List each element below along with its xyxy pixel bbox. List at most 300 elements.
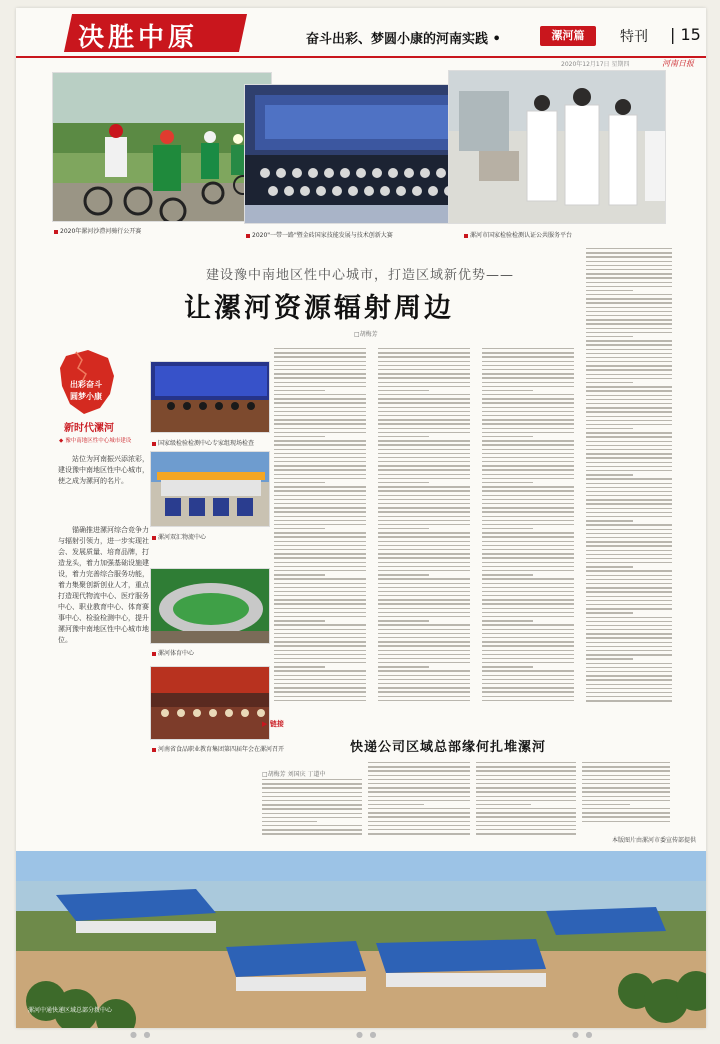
text-line	[368, 800, 470, 801]
text-line	[274, 700, 366, 701]
text-line	[586, 311, 672, 312]
text-line	[482, 629, 574, 630]
text-line	[586, 315, 672, 316]
text-line	[482, 386, 574, 387]
text-line	[476, 833, 576, 834]
text-line	[378, 679, 470, 680]
text-line	[476, 796, 576, 797]
text-line	[482, 428, 574, 429]
text-line	[482, 574, 533, 575]
text-line	[586, 583, 672, 584]
text-line	[482, 675, 574, 676]
text-line	[586, 562, 672, 563]
text-line	[586, 508, 672, 509]
text-line	[274, 532, 366, 533]
text-line	[586, 650, 672, 651]
text-line	[274, 516, 366, 517]
intro-paragraph-1: 站位为河南振兴添浓彩，建设豫中南地区性中心城市，使之成为漯河的名片。	[58, 455, 149, 485]
text-line	[476, 791, 576, 792]
text-line	[274, 432, 366, 433]
text-line	[586, 307, 672, 308]
text-line	[582, 783, 670, 784]
text-line	[482, 562, 574, 563]
text-line	[274, 394, 366, 395]
text-line	[262, 808, 362, 809]
text-line	[262, 829, 362, 830]
text-line	[274, 620, 325, 621]
text-line	[378, 574, 429, 575]
text-line	[582, 796, 670, 797]
text-line	[586, 654, 672, 655]
text-line	[274, 440, 366, 441]
text-line	[378, 541, 470, 542]
text-line	[586, 495, 672, 496]
text-line	[586, 298, 672, 299]
text-line	[586, 319, 672, 320]
newspaper-page	[16, 8, 706, 1028]
text-line	[586, 642, 672, 643]
text-line	[378, 461, 470, 462]
text-line	[378, 440, 470, 441]
text-line	[274, 553, 366, 554]
text-line	[482, 453, 574, 454]
text-line	[378, 603, 470, 604]
text-line	[368, 821, 470, 822]
text-line	[482, 415, 574, 416]
text-line	[482, 423, 574, 424]
text-line	[586, 248, 672, 249]
text-line	[378, 650, 470, 651]
text-line	[274, 658, 366, 659]
text-line	[476, 816, 576, 817]
text-line	[262, 800, 362, 801]
text-line	[274, 411, 366, 412]
text-line	[378, 629, 470, 630]
text-line	[586, 344, 672, 345]
text-line	[274, 562, 366, 563]
text-line	[586, 696, 672, 697]
text-line	[476, 766, 576, 767]
text-line	[274, 654, 366, 655]
text-line	[274, 436, 325, 437]
text-line	[586, 432, 672, 433]
text-line	[274, 583, 366, 584]
lab-photo	[448, 70, 666, 224]
lab-photo-caption: 漯河市国家检验检测认证公共服务平台	[464, 230, 572, 239]
text-line	[378, 557, 470, 558]
text-line	[378, 608, 470, 609]
text-line	[482, 449, 574, 450]
text-line	[274, 566, 366, 567]
text-line	[482, 553, 574, 554]
page-nav-dots-center: ● ●	[356, 1030, 379, 1039]
text-line	[274, 423, 366, 424]
text-line	[582, 791, 670, 792]
text-line	[482, 457, 574, 458]
text-line	[274, 641, 366, 642]
text-line	[586, 382, 633, 383]
text-line	[274, 691, 366, 692]
text-line	[274, 650, 366, 651]
text-line	[586, 529, 672, 530]
text-line	[586, 277, 672, 278]
text-line	[368, 816, 470, 817]
text-line	[274, 696, 366, 697]
text-line	[274, 449, 366, 450]
text-line	[482, 469, 574, 470]
text-line	[274, 377, 366, 378]
text-line	[274, 373, 366, 374]
text-line	[586, 575, 672, 576]
text-line	[368, 829, 470, 830]
text-line	[274, 361, 366, 362]
related-byline: □胡梅芳 刘国庆 丁道中	[262, 771, 326, 778]
text-line	[586, 462, 672, 463]
text-line	[274, 629, 366, 630]
text-line	[274, 419, 366, 420]
text-line	[482, 503, 574, 504]
badge-line-1: 出彩奋斗	[70, 380, 102, 389]
text-line	[378, 583, 470, 584]
text-line	[476, 800, 576, 801]
text-line	[482, 407, 574, 408]
page-number: | 15	[670, 25, 701, 44]
text-line	[482, 536, 574, 537]
text-line	[586, 369, 672, 370]
text-line	[582, 821, 670, 822]
text-line	[274, 356, 366, 357]
logistics-photo-caption: 漯河双汇物流中心	[152, 532, 206, 541]
text-line	[482, 524, 574, 525]
text-line	[378, 478, 470, 479]
text-line	[482, 361, 574, 362]
text-line	[274, 587, 366, 588]
text-line	[482, 541, 574, 542]
text-line	[378, 658, 470, 659]
text-line	[586, 520, 633, 521]
text-line	[378, 474, 470, 475]
text-line	[274, 382, 366, 383]
text-line	[586, 579, 672, 580]
text-line	[586, 441, 672, 442]
text-line	[482, 394, 574, 395]
text-line	[378, 524, 470, 525]
text-line	[378, 411, 470, 412]
text-line	[482, 599, 574, 600]
text-line	[586, 256, 672, 257]
text-line	[378, 687, 470, 688]
text-line	[274, 469, 366, 470]
text-line	[586, 554, 672, 555]
text-line	[482, 532, 574, 533]
text-line	[378, 654, 470, 655]
text-line	[378, 361, 470, 362]
text-line	[586, 395, 672, 396]
text-line	[586, 612, 633, 613]
text-line	[378, 553, 470, 554]
education-meeting-photo	[150, 666, 270, 740]
text-line	[274, 683, 366, 684]
text-line	[378, 419, 470, 420]
logistics-photo	[150, 451, 270, 527]
page-nav-dots-left: ● ●	[130, 1030, 153, 1039]
text-line	[378, 595, 470, 596]
text-line	[262, 813, 362, 814]
text-line	[586, 386, 672, 387]
text-line	[482, 516, 574, 517]
masthead	[16, 8, 706, 68]
text-line	[586, 336, 633, 337]
text-line	[378, 444, 470, 445]
text-line	[262, 779, 362, 780]
text-line	[378, 516, 470, 517]
text-line	[262, 817, 362, 818]
text-line	[482, 402, 574, 403]
text-line	[378, 670, 470, 671]
text-line	[482, 352, 574, 353]
newspaper-brand: 河南日报	[662, 59, 694, 68]
text-line	[582, 804, 630, 805]
text-line	[482, 549, 574, 550]
text-line	[378, 616, 470, 617]
masthead-title: 决胜中原	[78, 23, 199, 53]
text-line	[482, 432, 574, 433]
text-line	[482, 465, 574, 466]
text-line	[586, 499, 672, 500]
text-line	[482, 612, 574, 613]
text-line	[274, 687, 366, 688]
text-line	[378, 507, 470, 508]
text-line	[274, 524, 366, 525]
text-line	[482, 595, 574, 596]
text-line	[586, 558, 672, 559]
text-line	[586, 478, 672, 479]
text-line	[482, 478, 574, 479]
text-line	[586, 328, 672, 329]
text-line	[586, 378, 672, 379]
text-line	[482, 528, 533, 529]
text-line	[274, 478, 366, 479]
issue-date: 2020年12月17日 星期四	[561, 61, 630, 68]
text-line	[378, 528, 429, 529]
text-line	[378, 624, 470, 625]
text-line	[476, 821, 576, 822]
logistics-center-aerial-photo	[16, 851, 706, 1028]
text-line	[482, 557, 574, 558]
text-line	[378, 394, 470, 395]
text-line	[378, 499, 470, 500]
text-line	[274, 549, 366, 550]
text-line	[582, 770, 670, 771]
text-line	[378, 675, 470, 676]
text-line	[368, 775, 470, 776]
text-line	[586, 491, 672, 492]
text-line	[262, 796, 362, 797]
text-line	[482, 507, 574, 508]
text-line	[378, 633, 470, 634]
text-line	[582, 812, 670, 813]
text-line	[368, 770, 470, 771]
conference-photo	[244, 84, 476, 224]
text-line	[482, 365, 574, 366]
text-line	[274, 348, 366, 349]
text-line	[378, 562, 470, 563]
text-line	[378, 587, 470, 588]
text-line	[586, 625, 672, 626]
text-line	[482, 578, 574, 579]
text-line	[476, 762, 576, 763]
text-line	[274, 591, 366, 592]
text-line	[378, 503, 470, 504]
text-line	[378, 549, 470, 550]
masthead-divider	[16, 56, 706, 58]
text-line	[274, 444, 366, 445]
text-line	[586, 621, 672, 622]
text-line	[482, 348, 574, 349]
text-line	[586, 349, 672, 350]
text-line	[586, 420, 672, 421]
text-line	[378, 382, 470, 383]
text-line	[586, 252, 672, 253]
text-line	[586, 503, 672, 504]
text-line	[274, 637, 366, 638]
text-line	[586, 290, 633, 291]
text-line	[378, 520, 470, 521]
text-line	[378, 532, 470, 533]
article-headline: 让漯河资源辐射周边	[184, 293, 454, 324]
text-line	[378, 398, 470, 399]
text-line	[378, 620, 429, 621]
text-line	[274, 365, 366, 366]
article-body-col-4b	[586, 248, 672, 708]
text-line	[476, 825, 576, 826]
text-line	[378, 453, 470, 454]
text-line	[378, 536, 470, 537]
text-line	[378, 369, 470, 370]
text-line	[586, 357, 672, 358]
text-line	[274, 503, 366, 504]
text-line	[582, 779, 670, 780]
text-line	[482, 700, 574, 701]
text-line	[482, 461, 574, 462]
text-line	[274, 612, 366, 613]
text-line	[274, 670, 366, 671]
article-body-col-2	[378, 348, 470, 708]
inspection-photo	[150, 361, 270, 433]
text-line	[274, 675, 366, 676]
text-line	[368, 791, 470, 792]
text-line	[482, 486, 574, 487]
text-line	[482, 696, 574, 697]
text-line	[274, 511, 366, 512]
text-line	[586, 340, 672, 341]
text-line	[482, 587, 574, 588]
text-line	[586, 600, 672, 601]
text-line	[482, 570, 574, 571]
text-line	[586, 591, 672, 592]
text-line	[274, 574, 325, 575]
text-line	[482, 520, 574, 521]
text-line	[378, 486, 470, 487]
text-line	[378, 599, 470, 600]
text-line	[482, 411, 574, 412]
text-line	[482, 624, 574, 625]
education-meeting-photo-caption: 河南省食品职业教育集团第四届年会在漯河召开	[152, 744, 284, 753]
text-line	[274, 495, 366, 496]
article-body-col-1	[274, 348, 366, 708]
text-line	[476, 770, 576, 771]
text-line	[482, 382, 574, 383]
text-line	[274, 536, 366, 537]
text-line	[476, 787, 576, 788]
text-line	[482, 654, 574, 655]
text-line	[482, 398, 574, 399]
text-line	[274, 528, 325, 529]
text-line	[378, 407, 470, 408]
text-line	[476, 783, 576, 784]
stadium-photo	[150, 568, 270, 644]
text-line	[378, 423, 470, 424]
intro-paragraph-2: 锚确推进漯河综合竞争力与辐射引领力，进一步实现社会、发展质量、培育品牌，打造龙头，着力加强基础设施建设，着力完善综合服务功能，着力集聚创新创业人才，重点打造现代物流中心、医疗服务中心、职业教育中心、体育赛事中心、检验检测中心，提升漯河豫中南地区性中心城市地位。	[58, 526, 149, 644]
text-line	[378, 637, 470, 638]
text-line	[482, 633, 574, 634]
text-line	[482, 666, 533, 667]
text-line	[274, 578, 366, 579]
text-line	[378, 482, 429, 483]
text-line	[378, 373, 470, 374]
text-line	[586, 671, 672, 672]
text-line	[378, 457, 470, 458]
text-line	[586, 269, 672, 270]
text-line	[586, 332, 672, 333]
text-line	[482, 545, 574, 546]
text-line	[482, 377, 574, 378]
cycling-photo	[52, 72, 272, 222]
text-line	[586, 374, 672, 375]
text-line	[378, 352, 470, 353]
text-line	[586, 545, 672, 546]
text-line	[378, 612, 470, 613]
text-line	[586, 537, 672, 538]
text-line	[378, 591, 470, 592]
text-line	[476, 808, 576, 809]
text-line	[274, 595, 366, 596]
text-line	[586, 428, 633, 429]
inspection-photo-caption: 国家级检验检测中心专家组现场检查	[152, 438, 254, 447]
text-line	[586, 566, 633, 567]
article-body-col-3	[482, 348, 574, 708]
text-line	[582, 766, 670, 767]
text-line	[482, 650, 574, 651]
text-line	[586, 512, 672, 513]
text-line	[482, 490, 574, 491]
text-line	[586, 633, 672, 634]
text-line	[586, 587, 672, 588]
text-line	[482, 603, 574, 604]
text-line	[262, 783, 362, 784]
text-line	[262, 825, 362, 826]
text-line	[378, 666, 429, 667]
column-subtitle: ◆ 豫中南地区性中心城市建设	[59, 436, 131, 444]
text-line	[378, 377, 470, 378]
text-line	[378, 490, 470, 491]
text-line	[482, 474, 574, 475]
text-line	[274, 545, 366, 546]
text-line	[274, 499, 366, 500]
text-line	[378, 578, 470, 579]
text-line	[586, 675, 672, 676]
badge-line-2: 圆梦小康	[70, 392, 102, 401]
